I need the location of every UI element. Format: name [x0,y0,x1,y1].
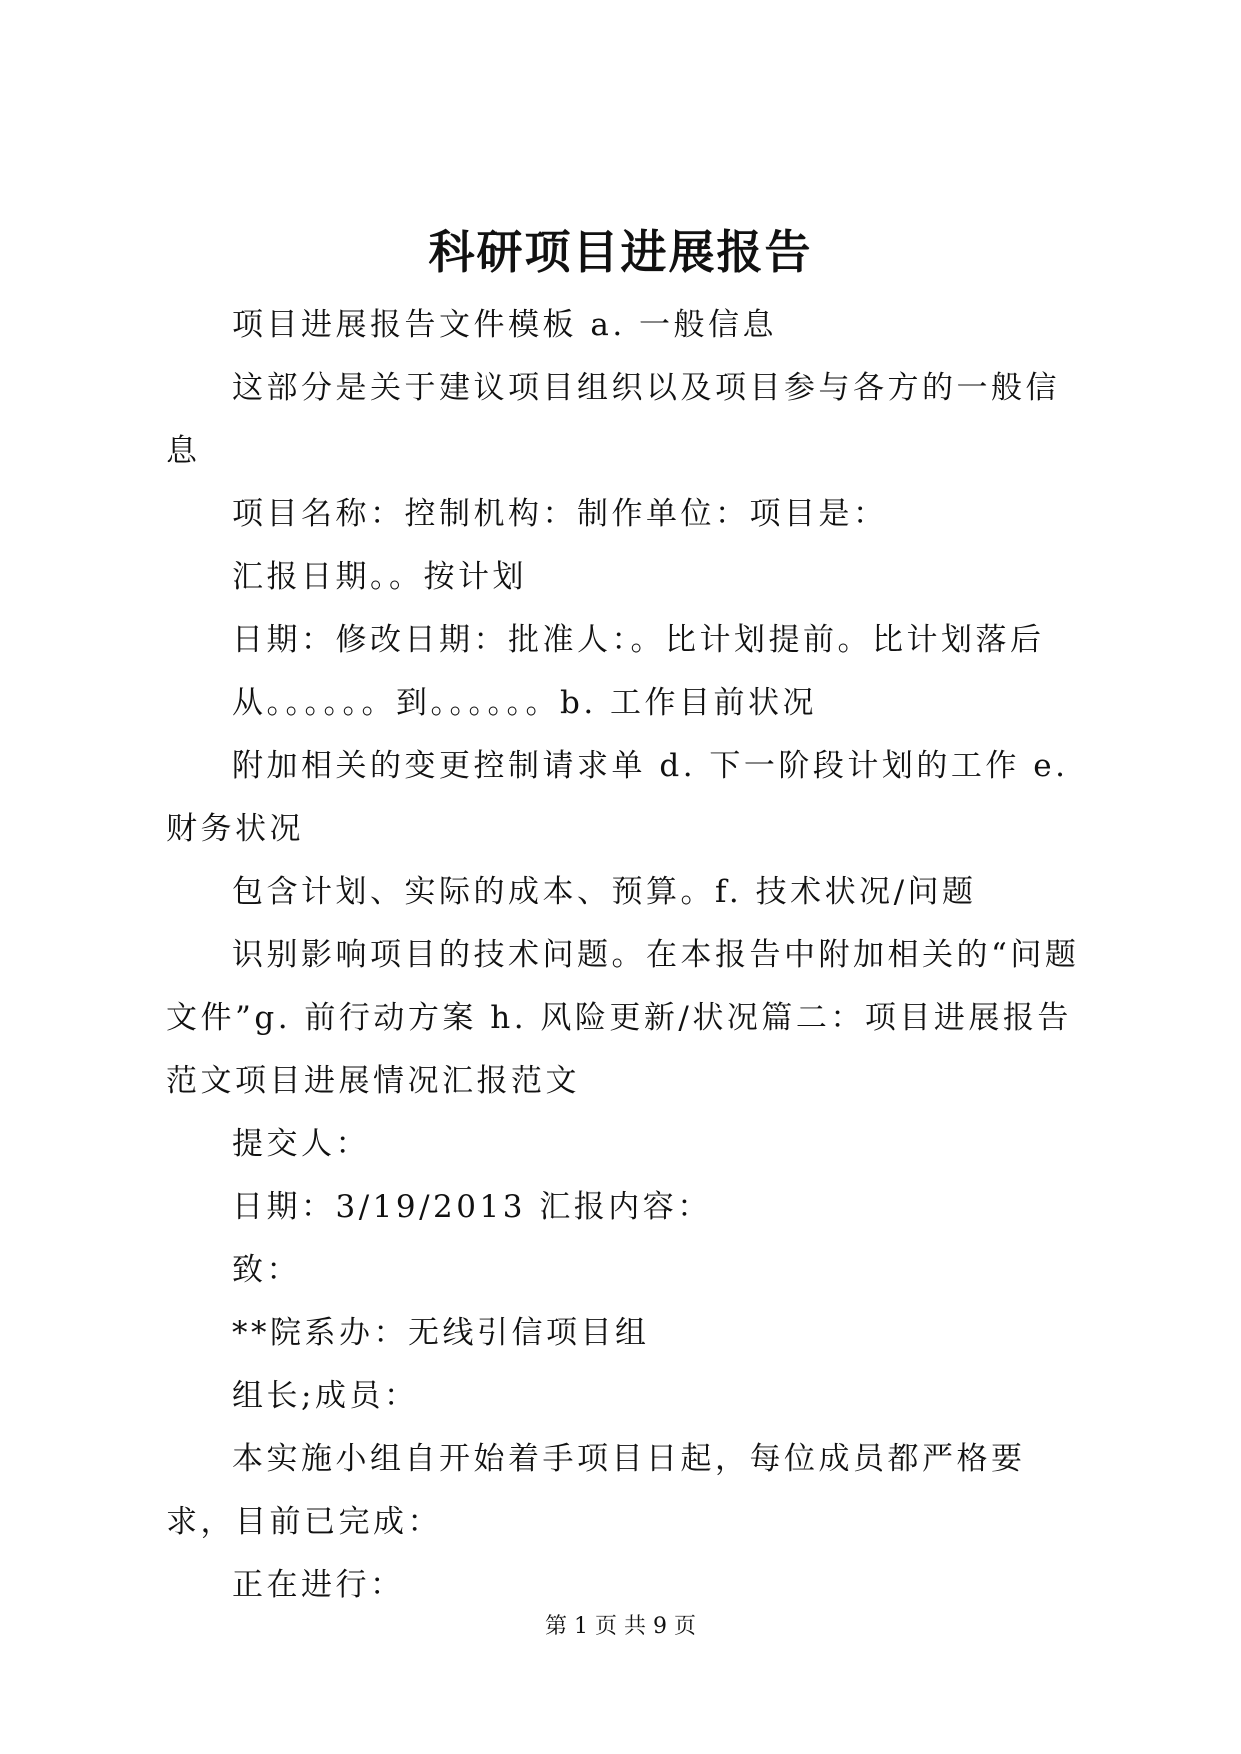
paragraph: 项目名称：控制机构：制作单位：项目是： [232,496,888,532]
paragraph: 日期：修改日期：批准人：。比计划提前。比计划落后 [232,622,1045,658]
paragraph: **院系办：无线引信项目组 [232,1315,650,1351]
paragraph: 组长;成员： [232,1378,419,1414]
paragraph: 识别影响项目的技术问题。在本报告中附加相关的“问题文件”g. 前行动方案 h. 风险更新/状况篇二：项目进展报告范文项目进展情况汇报范文 [166,937,1080,1099]
paragraph: 从。。。。。。到。。。。。。b. 工作目前状况 [232,685,818,721]
page-footer: 第 1 页 共 9 页 [545,1614,696,1639]
paragraph: 提交人： [232,1126,370,1162]
paragraph: 汇报日期。。按计划 [232,559,527,595]
paragraph: 包含计划、实际的成本、预算。f. 技术状况/问题 [232,874,977,910]
paragraph: 正在进行： [232,1567,405,1603]
paragraph: 本实施小组自开始着手项目日起，每位成员都严格要求，目前已完成： [166,1441,1026,1540]
document-body [166,294,1086,1617]
paragraph: 致： [232,1252,301,1288]
paragraph: 项目进展报告文件模板 a. 一般信息 [232,307,778,343]
paragraph: 日期：3/19/2013 汇报内容： [232,1189,712,1225]
paragraph: 这部分是关于建议项目组织以及项目参与各方的一般信息 [166,370,1060,469]
paragraph: 附加相关的变更控制请求单 d. 下一阶段计划的工作 e. 财务状况 [166,748,1069,847]
document-title: 科研项目进展报告 [428,225,813,279]
